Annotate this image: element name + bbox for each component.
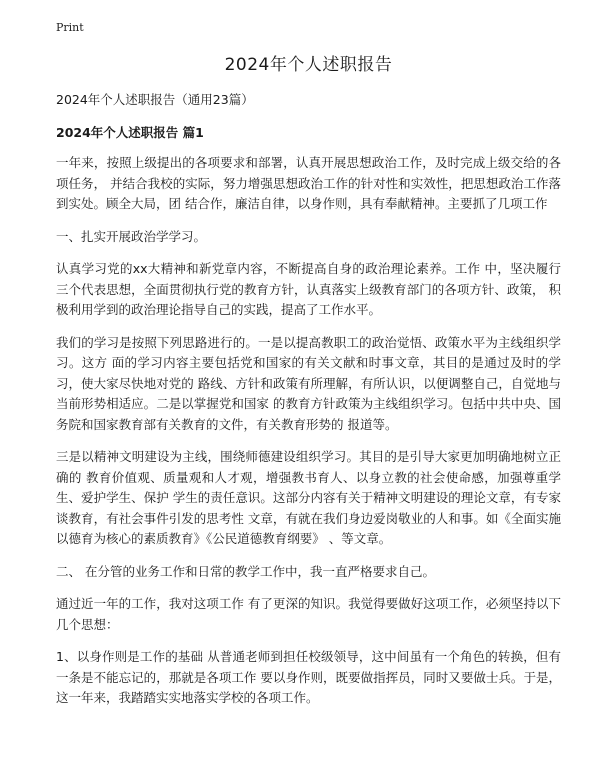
- paragraph-approach: 我们的学习是按照下列思路进行的。一是以提高教职工的政治觉悟、政策水平为主线组织学习。这方 面的学习内容主要包括党和国家的有关文献和时事文章，其目的是通过及时的学习，使大家尽快地对党的 路线、方针和政策有所理解，有所认识，以便调整自己，自觉地与当前形势相适应。二是以掌握党和国家 的教育方针政策为主线组织学习。包括中共中央、国务院和国家教育部有关教育的文件，有关教育形势的 报道等。: [56, 334, 561, 432]
- paragraph-study: 认真学习党的xx大精神和新党章内容，不断提高自身的政治理论素养。工作 中，坚决履行三个代表思想，全面贯彻执行党的教育方针，认真落实上级教育部门的各项方针、政策， 积极利用学到的政治理论指导自己的实践，提高了工作水平。: [56, 261, 561, 317]
- paragraph-ethics: 三是以精神文明建设为主线，围绕师德建设组织学习。其目的是引导大家更加明确地树立正确的 教育价值观、质量观和人才观，增强教书育人、以身立教的社会使命感，加强尊重学生、爱护学生、保护 学生的责任意识。这部分内容有关于精神文明建设的理论文章，有专家谈教育，有社会事件引发的思考性 文章，有就在我们身边爱岗敬业的人和事。如《全面实施以德育为核心的素质教育》《公民道德教育纲要》 、等文章。: [56, 449, 561, 546]
- document-subtitle: 2024年个人述职报告（通用23篇）: [56, 92, 254, 107]
- paragraph-intro: 一年来，按照上级提出的各项要求和部署，认真开展思想政治工作，及时完成上级交给的各项任务， 并结合我校的实际，努力增强思想政治工作的针对性和实效性，把思想政治工作落到实处。顾全大局，团 结合作，廉洁自律，以身作则，具有奉献精神。主要抓了几项工作: [56, 155, 561, 211]
- document-title: 2024年个人述职报告: [224, 55, 393, 75]
- paragraph-reflection: 通过近一年的工作，我对这项工作 有了更深的知识。我觉得要做好这项工作，必须坚持以下几个思想：: [56, 596, 561, 632]
- section-heading: 2024年个人述职报告 篇1: [56, 125, 204, 140]
- print-label[interactable]: Print: [56, 21, 84, 34]
- paragraph-heading-2: 二、 在分管的业务工作和日常的教学工作中，我一直严格要求自己。: [56, 563, 435, 579]
- document-page: [56, 50, 561, 709]
- paragraph-heading-1: 一、扎实开展政治学学习。: [56, 228, 207, 244]
- paragraph-point-1: 1、以身作则是工作的基础 从普通老师到担任校级领导，这中间虽有一个角色的转换，但有一条是不能忘记的，那就是各项工作 要以身作则，既要做指挥员，同时又要做士兵。于是，这一年来，我踏踏实实地落实学校的各项工作。: [56, 649, 561, 705]
